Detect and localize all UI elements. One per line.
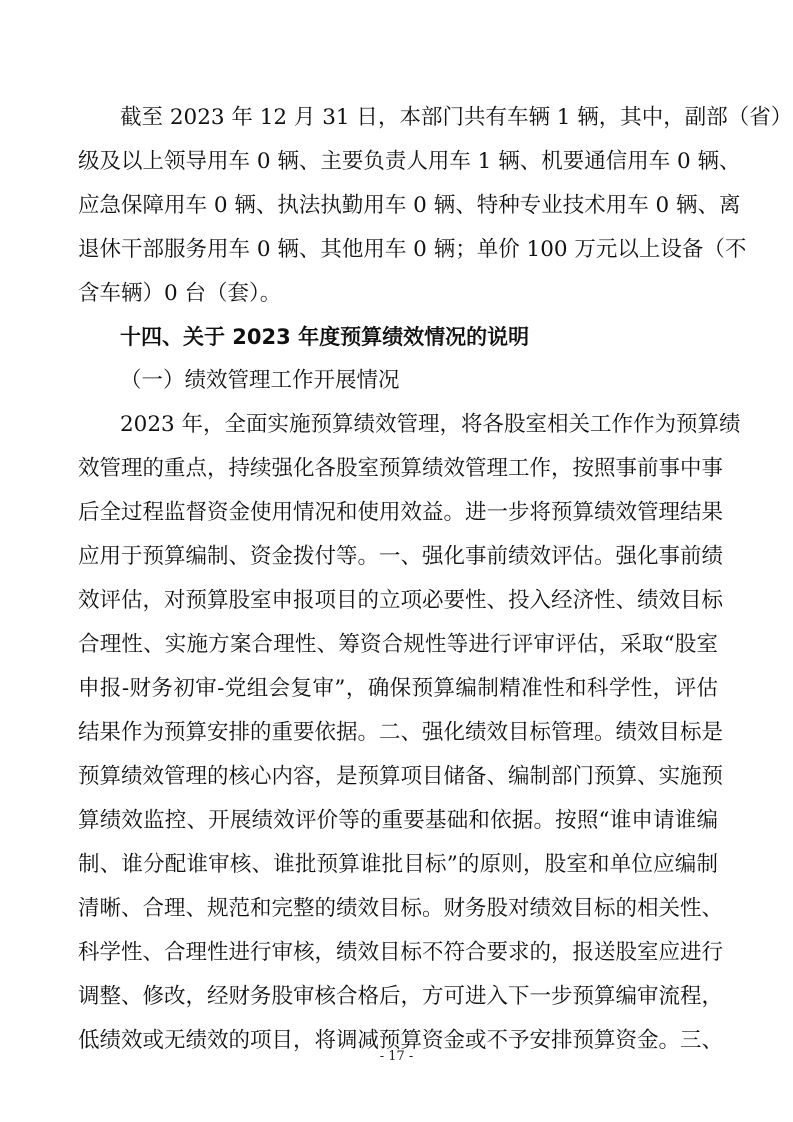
paragraph-vehicles-line-2: 级及以上领导用车 0 辆、主要负责人用车 1 辆、机要通信用车 0 辆、	[78, 149, 741, 174]
paragraph-performance-line-2: 效管理的重点，持续强化各股室预算绩效管理工作，按照事前事中事	[78, 456, 724, 481]
paragraph-performance-line-5: 效评估，对预算股室申报项目的立项必要性、投入经济性、绩效目标	[78, 588, 724, 613]
paragraph-vehicles-line-5: 含车辆）0 台（套）。	[78, 281, 282, 306]
paragraph-performance-line-14: 调整、修改，经财务股审核合格后，方可进入下一步预算编审流程，	[78, 984, 724, 1009]
paragraph-performance-line-8: 结果作为预算安排的重要依据。二、强化绩效目标管理。绩效目标是	[78, 720, 724, 745]
paragraph-vehicles-line-3: 应急保障用车 0 辆、执法执勤用车 0 辆、特种专业技术用车 0 辆、离	[78, 193, 741, 218]
paragraph-performance-line-15: 低绩效或无绩效的项目，将调减预算资金或不予安排预算资金。三、	[78, 1028, 724, 1053]
paragraph-performance-line-6: 合理性、实施方案合理性、筹资合规性等进行评审评估，采取“股室	[78, 632, 718, 657]
paragraph-performance-line-9: 预算绩效管理的核心内容，是预算项目储备、编制部门预算、实施预	[78, 764, 724, 789]
paragraph-performance-line-7: 申报-财务初审-党组会复审”，确保预算编制精准性和科学性，评估	[78, 676, 718, 701]
paragraph-performance-line-10: 算绩效监控、开展绩效评价等的重要基础和依据。按照“谁申请谁编	[78, 808, 718, 833]
paragraph-performance-line-3: 后全过程监督资金使用情况和使用效益。进一步将预算绩效管理结果	[78, 500, 724, 525]
page-number: - 17 -	[379, 1049, 414, 1064]
paragraph-vehicles-line-4: 退休干部服务用车 0 辆、其他用车 0 辆；单价 100 万元以上设备（不	[78, 237, 747, 262]
paragraph-performance-line-13: 科学性、合理性进行审核，绩效目标不符合要求的，报送股室应进行	[78, 940, 724, 965]
paragraph-vehicles-line-1: 截至 2023 年 12 月 31 日，本部门共有车辆 1 辆，其中，副部（省）	[120, 105, 793, 130]
paragraph-performance-line-4: 应用于预算编制、资金拨付等。一、强化事前绩效评估。强化事前绩	[78, 544, 724, 569]
section-heading: 十四、关于 2023 年度预算绩效情况的说明	[120, 325, 530, 349]
subsection-heading: （一）绩效管理工作开展情况	[120, 368, 400, 393]
paragraph-performance-line-12: 清晰、合理、规范和完整的绩效目标。财务股对绩效目标的相关性、	[78, 896, 724, 921]
paragraph-performance-line-1: 2023 年，全面实施预算绩效管理，将各股室相关工作作为预算绩	[120, 412, 741, 437]
paragraph-performance-line-11: 制、谁分配谁审核、谁批预算谁批目标”的原则，股室和单位应编制	[78, 852, 718, 877]
